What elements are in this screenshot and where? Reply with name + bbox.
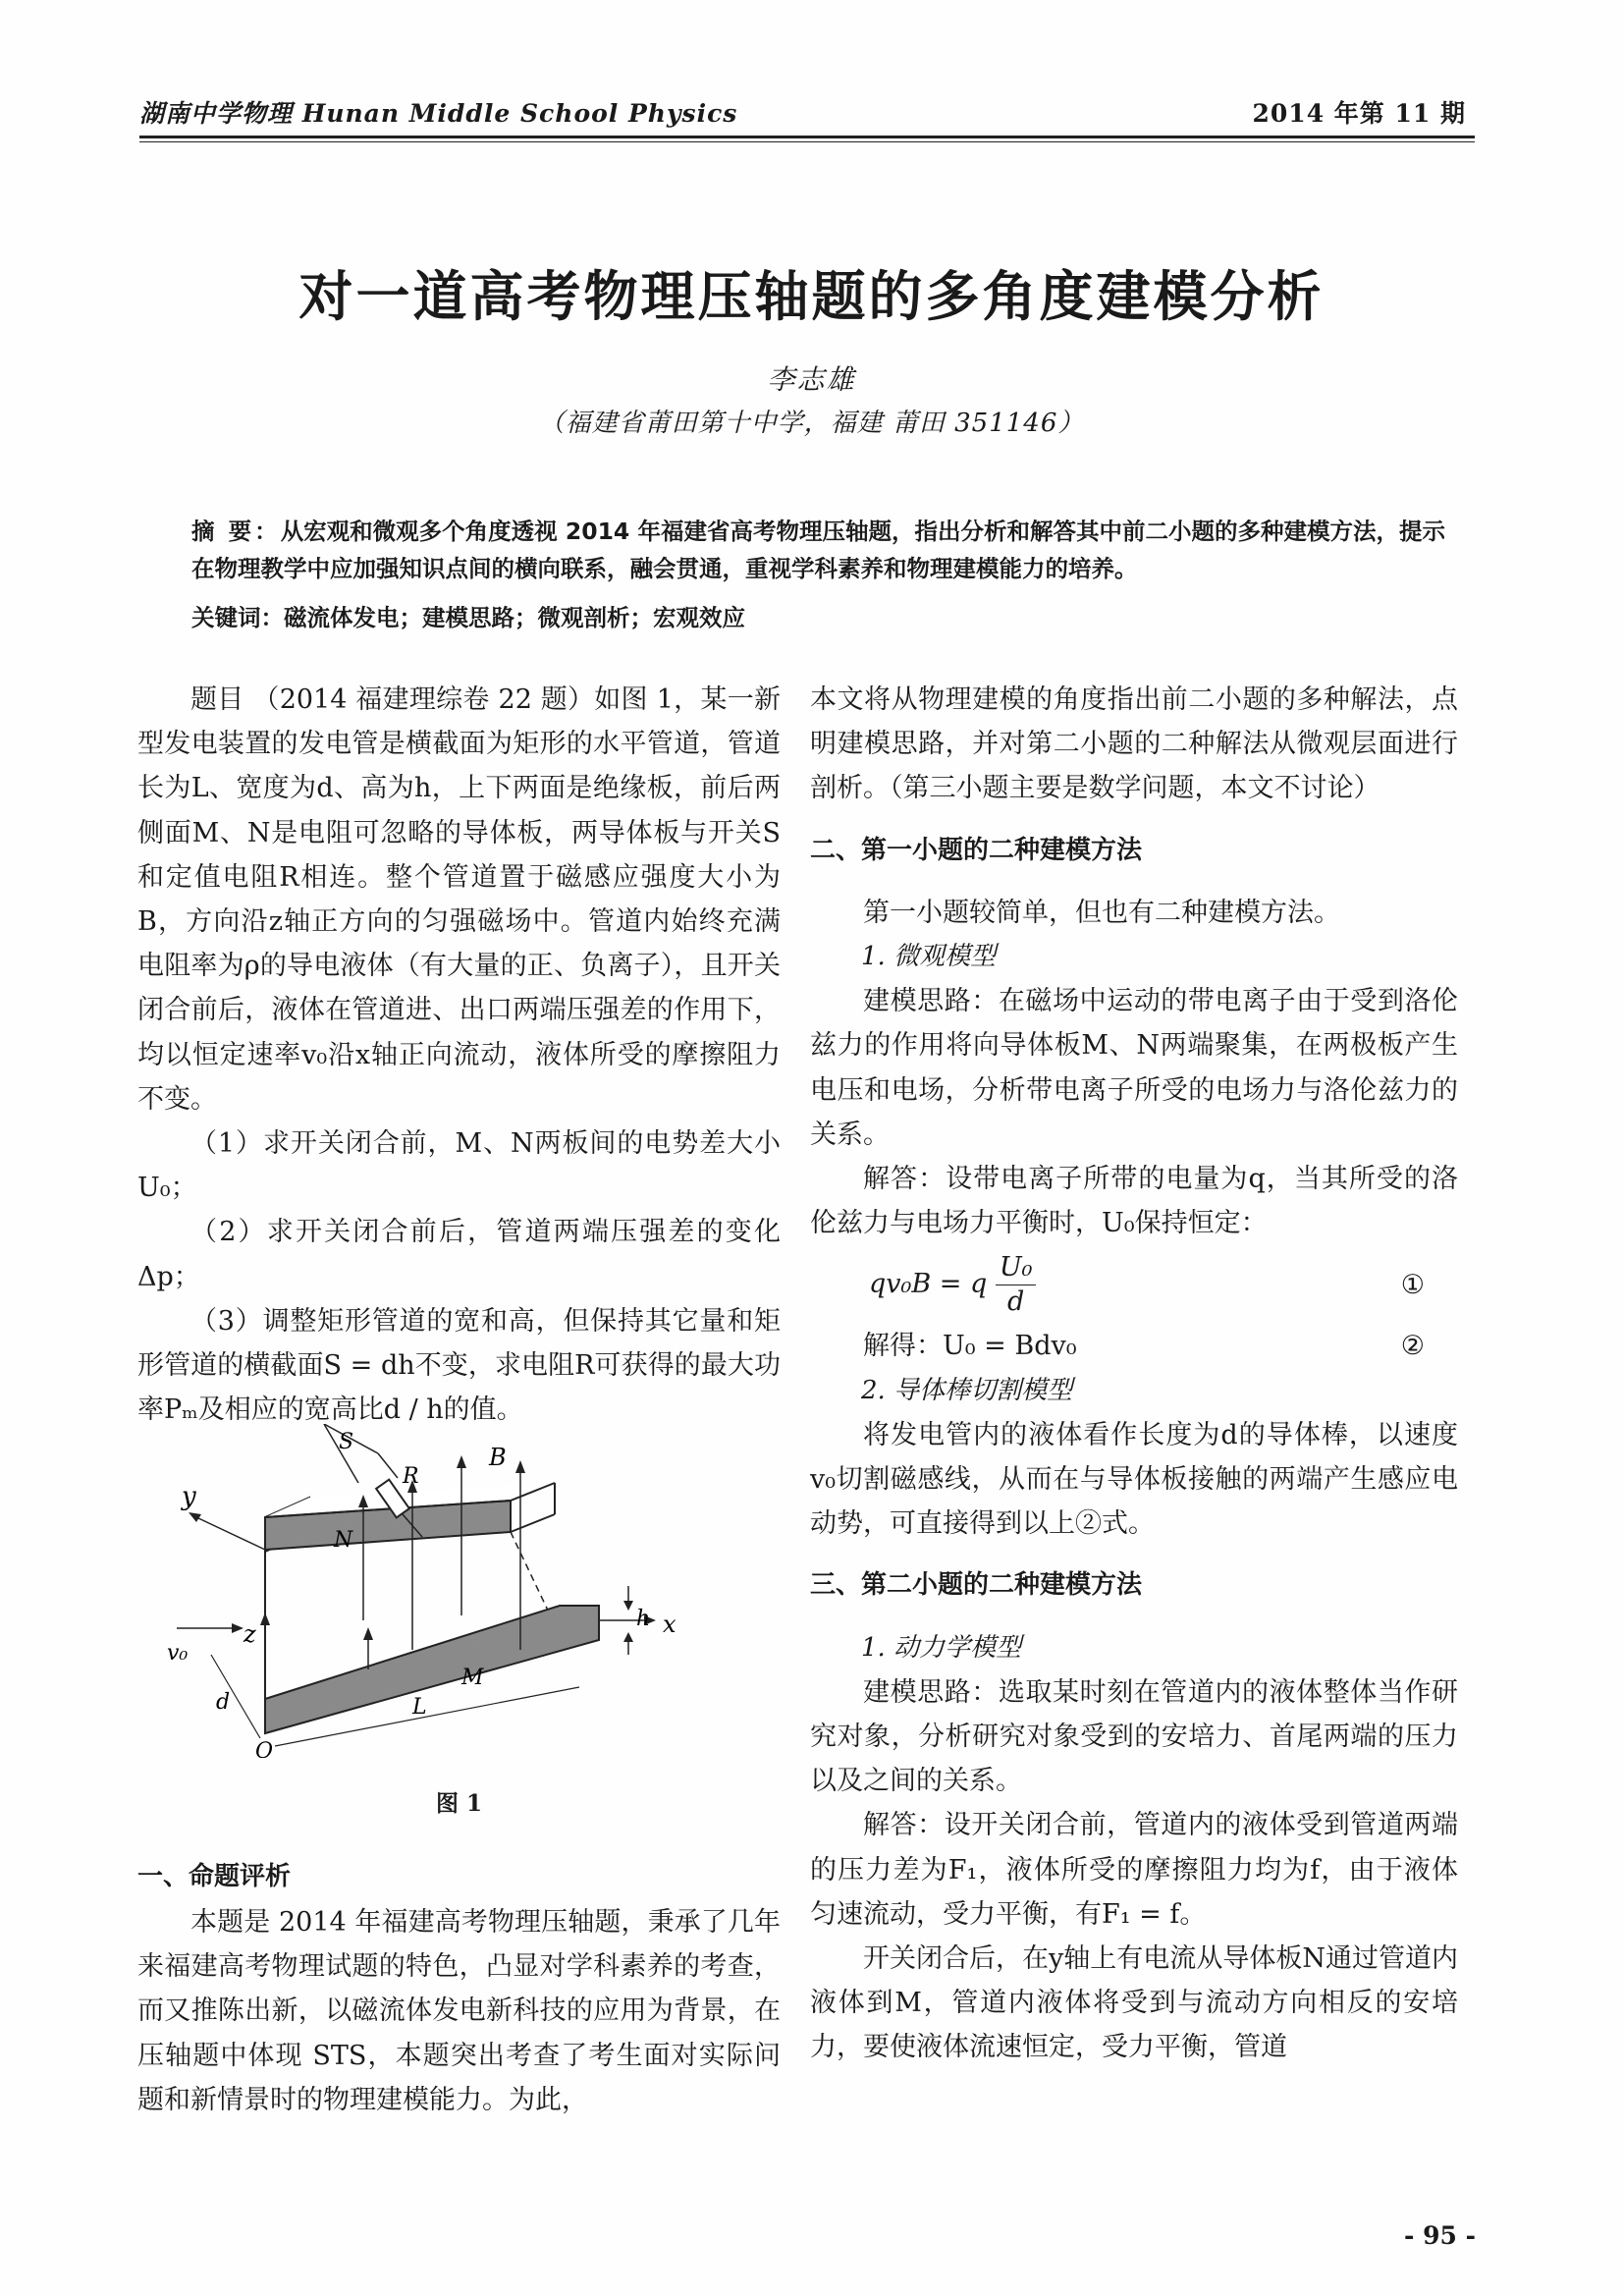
x-axis-label: x <box>663 1611 676 1638</box>
velocity-label: v₀ <box>167 1641 189 1666</box>
section-2-title: 二、第一小题的二种建模方法 <box>810 835 1143 865</box>
issue-number: 2014 年第 11 期 <box>1252 99 1466 128</box>
plate-m-label: M <box>461 1666 484 1690</box>
header-rule <box>139 136 1475 138</box>
resistor-label: R <box>403 1464 419 1489</box>
keywords-label: 关键词： <box>191 604 284 631</box>
question-1: （1）求开关闭合前，M、N两板间的电势差大小U₀； <box>137 1128 781 1204</box>
equation-1-tag: ① <box>1400 1269 1425 1300</box>
equation-1-denominator: d <box>1007 1285 1025 1317</box>
equation-1-lhs: qv₀B = q <box>869 1268 988 1299</box>
abstract <box>191 513 1468 587</box>
equation-2-text: 解得：U₀ = Bdv₀ <box>863 1331 1077 1362</box>
subsection-micro-model: 1. 微观模型 <box>861 942 997 972</box>
abstract-text: 从宏观和微观多个角度透视 2014 年福建省高考物理压轴题，指出分析和解答其中前二小题的多种建模方法，提示在物理教学中应加强知识点间的横向联系，融会贯通，重视学科素养和物理建模能力的培养。 <box>191 518 1445 582</box>
subsection-rod-model: 2. 导体棒切割模型 <box>861 1375 1073 1405</box>
section-2-intro: 第一小题较简单，但也有二种建模方法。 <box>863 897 1340 928</box>
height-label: h <box>636 1607 651 1631</box>
author: 李志雄 <box>767 363 856 396</box>
y-axis-label: y <box>182 1482 196 1511</box>
equation-1-fraction <box>996 1251 1037 1319</box>
plate-n-label: N <box>334 1528 353 1553</box>
equation-1 <box>869 1245 1458 1324</box>
page-number: - 95 - <box>1404 2221 1476 2250</box>
b-field-label: B <box>489 1444 507 1471</box>
figure-caption: 图 1 <box>435 1790 482 1817</box>
intro-continued: 本文将从物理建模的角度指出前二小题的多种解法，点明建模思路，并对第二小题的二种解法从微观层面进行剖析。（第三小题主要是数学问题，本文不讨论） <box>810 684 1458 804</box>
dynamics-model-idea: 建模思路：选取某时刻在管道内的液体整体当作研究对象，分析研究对象受到的安培力、首尾两端的压力以及之间的关系。 <box>810 1676 1458 1797</box>
keywords <box>191 599 1468 632</box>
right-column <box>810 678 1458 2070</box>
left-column-bottom <box>137 1900 781 2122</box>
dynamics-model-solution: 解答：设开关闭合前，管道内的液体受到管道两端的压力差为F₁，液体所受的摩擦阻力均为f，由于液体匀速流动，受力平衡，有F₁ = f。 <box>810 1810 1458 1930</box>
header-rule-thin <box>139 141 1475 142</box>
micro-model-solution: 解答：设带电离子所带的电量为q，当其所受的洛伦兹力与电场力平衡时，U₀保持恒定： <box>810 1164 1458 1239</box>
left-column <box>137 678 781 1432</box>
problem-statement: 题目 （2014 福建理综卷 22 题）如图 1，某一新型发电装置的发电管是横截面为矩形的水平管道，管道长为L、宽度为d、高为h，上下两面是绝缘板，前后两侧面M、N是电阻可忽略的导体板，两导体板与开关S和定值电阻R相连。整个管道置于磁感应强度大小为B，方向沿z轴正方向的匀强磁场中。管道内始终充满电阻率为ρ的导电液体（有大量的正、负离子），且开关闭合前后，液体在管道进、出口两端压强差的作用下，均以恒定速率v₀沿x轴正向流动，液体所受的摩擦阻力不变。 <box>137 684 781 1115</box>
journal-name: 湖南中学物理 Hunan Middle School Physics <box>139 99 738 128</box>
section-3-title: 三、第二小题的二种建模方法 <box>810 1570 1143 1601</box>
origin-label: O <box>255 1739 274 1758</box>
z-axis-label: z <box>243 1620 256 1648</box>
question-3: （3）调整矩形管道的宽和高，但保持其它量和矩形管道的横截面S = dh不变，求电阻R可获得的最大功率Pₘ及相应的宽高比d / h的值。 <box>137 1305 781 1426</box>
question-2: （2）求开关闭合前后，管道两端压强差的变化Δp； <box>137 1217 781 1292</box>
dynamics-model-continued: 开关闭合后，在y轴上有电流从导体板N通过管道内液体到M，管道内液体将受到与流动方向相反的安培力，要使液体流速恒定，受力平衡，管道 <box>810 1943 1458 2063</box>
paper-title: 对一道高考物理压轴题的多角度建模分析 <box>298 265 1325 328</box>
rod-model-paragraph: 将发电管内的液体看作长度为d的导体棒，以速度v₀切割磁感线，从而在与导体板接触的两端产生感应电动势，可直接得到以上②式。 <box>810 1419 1458 1540</box>
equation-2-tag: ② <box>1400 1331 1425 1362</box>
section-1-title: 一、命题评析 <box>137 1862 292 1891</box>
equation-1-numerator: U₀ <box>996 1251 1037 1285</box>
subsection-dynamics-model: 1. 动力学模型 <box>861 1632 1022 1663</box>
keywords-text: 磁流体发电；建模思路；微观剖析；宏观效应 <box>284 604 745 631</box>
affiliation: （福建省莆田第十中学，福建 莆田 351146） <box>538 409 1085 438</box>
section-1-paragraph: 本题是 2014 年福建高考物理压轴题，秉承了几年来福建高考物理试题的特色，凸显对学科素养的考查，而又推陈出新，以磁流体发电新科技的应用为背景，在压轴题中体现 STS，本题突出考查了考生面对实际问题和新情景时的物理建模能力。为此， <box>137 1907 781 2115</box>
width-label: d <box>216 1690 231 1715</box>
length-label: L <box>412 1695 427 1720</box>
generator-diagram <box>167 1424 756 1758</box>
figure-1 <box>167 1424 756 1762</box>
micro-model-idea: 建模思路：在磁场中运动的带电离子由于受到洛伦兹力的作用将向导体板M、N两端聚集，在两极板产生电压和电场，分析带电离子所受的电场力与洛伦兹力的关系。 <box>810 986 1458 1150</box>
switch-label: S <box>339 1430 354 1454</box>
equation-2 <box>863 1324 1458 1368</box>
abstract-label: 摘 要： <box>191 518 281 545</box>
